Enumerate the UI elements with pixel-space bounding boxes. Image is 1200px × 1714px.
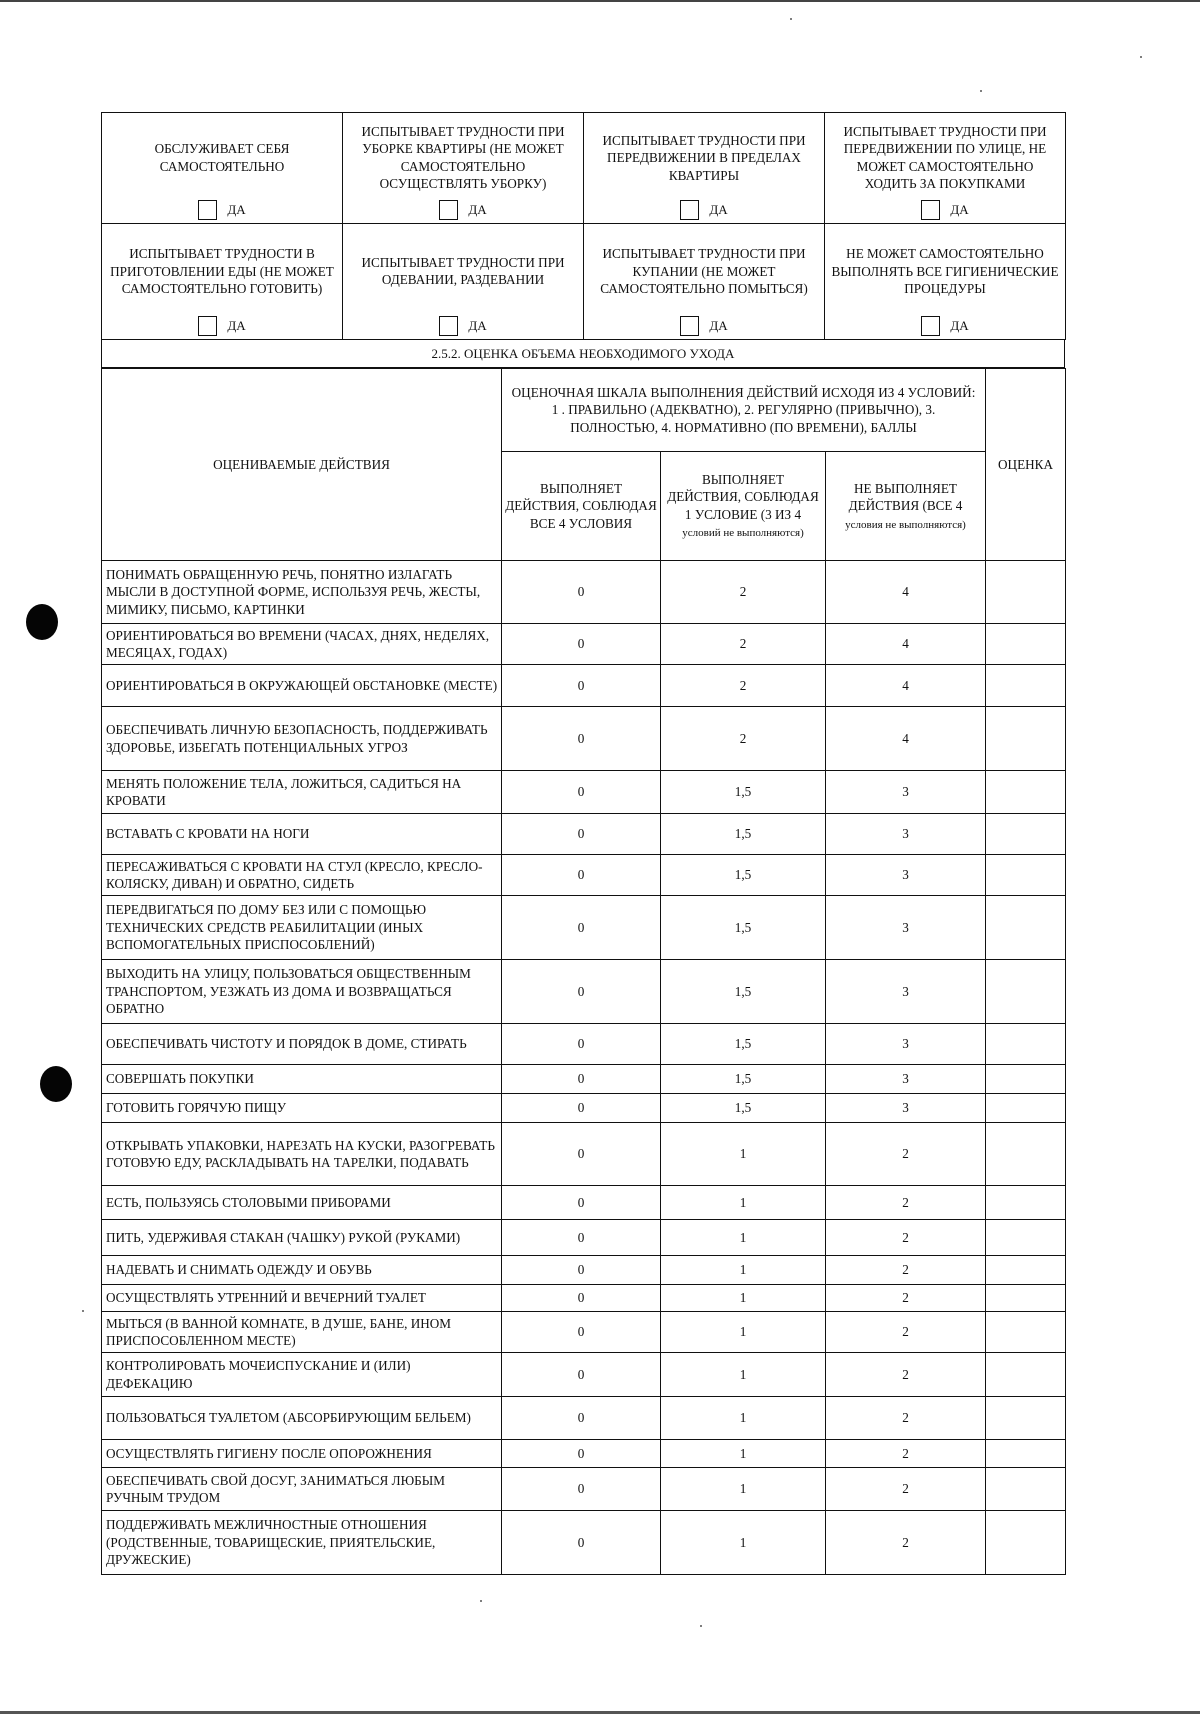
condition-cell-inner (108, 119, 336, 223)
header-scale: ОЦЕНОЧНАЯ ШКАЛА ВЫПОЛНЕНИЯ ДЕЙСТВИЙ ИСХОДЯ ИЗ 4 УСЛОВИЙ: 1 . ПРАВИЛЬНО (АДЕКВАТНО), 2. РЕГУЛЯРНО (ПРИВЫЧНО), 3. ПОЛНОСТЬЮ, 4. НОРМАТИВНО (ПО ВРЕМЕНИ), БАЛЛЫ (502, 369, 986, 452)
condition-checkbox-label: ДА (468, 318, 487, 334)
score-one-condition: 2 (661, 561, 826, 624)
condition-checkbox[interactable] (680, 200, 699, 220)
condition-checkbox[interactable] (680, 316, 699, 336)
score-no-conditions: 4 (826, 624, 986, 665)
condition-row (102, 113, 1066, 224)
score-all-conditions: 0 (502, 1312, 661, 1353)
header-col-no-conditions (826, 452, 986, 561)
score-one-condition: 1,5 (661, 771, 826, 814)
action-cell: ГОТОВИТЬ ГОРЯЧУЮ ПИЩУ (102, 1094, 502, 1123)
table-row (102, 624, 1066, 665)
condition-cell (825, 223, 1066, 339)
score-all-conditions: 0 (502, 771, 661, 814)
action-cell: СОВЕРШАТЬ ПОКУПКИ (102, 1065, 502, 1094)
grade-cell[interactable] (986, 814, 1066, 855)
table-row (102, 1123, 1066, 1186)
score-all-conditions: 0 (502, 1094, 661, 1123)
condition-checkbox-label: ДА (227, 318, 246, 334)
table-row (102, 1312, 1066, 1353)
grade-cell[interactable] (986, 665, 1066, 707)
action-cell: ВЫХОДИТЬ НА УЛИЦУ, ПОЛЬЗОВАТЬСЯ ОБЩЕСТВЕННЫМ ТРАНСПОРТОМ, УЕЗЖАТЬ ИЗ ДОМА И ВОЗВРАЩАТЬСЯ ОБРАТНО (102, 960, 502, 1024)
score-one-condition: 1,5 (661, 896, 826, 960)
condition-cell-inner (590, 119, 818, 223)
condition-checkbox-row[interactable] (108, 313, 336, 339)
condition-text: ИСПЫТЫВАЕТ ТРУДНОСТИ ПРИ КУПАНИИ (НЕ МОЖЕТ САМОСТОЯТЕЛЬНО ПОМЫТЬСЯ) (600, 246, 808, 297)
table-row (102, 814, 1066, 855)
condition-checkbox-label: ДА (950, 202, 969, 218)
score-one-condition: 2 (661, 624, 826, 665)
table-row (102, 855, 1066, 896)
score-no-conditions: 2 (826, 1440, 986, 1468)
care-assessment-table (101, 368, 1066, 1575)
score-one-condition: 1 (661, 1256, 826, 1285)
score-no-conditions: 2 (826, 1220, 986, 1256)
grade-cell[interactable] (986, 561, 1066, 624)
score-one-condition: 1 (661, 1353, 826, 1397)
table-row (102, 1220, 1066, 1256)
score-no-conditions: 2 (826, 1123, 986, 1186)
condition-cell (825, 113, 1066, 224)
condition-checkbox-label: ДА (468, 202, 487, 218)
score-all-conditions: 0 (502, 1397, 661, 1440)
score-all-conditions: 0 (502, 896, 661, 960)
condition-cell-inner (349, 230, 577, 339)
table-row (102, 1065, 1066, 1094)
score-all-conditions: 0 (502, 624, 661, 665)
condition-text: НЕ МОЖЕТ САМОСТОЯТЕЛЬНО ВЫПОЛНЯТЬ ВСЕ ГИГИЕНИЧЕСКИЕ ПРОЦЕДУРЫ (831, 246, 1059, 297)
scan-speck (1140, 56, 1142, 58)
scan-speck (480, 1600, 482, 1602)
grade-cell[interactable] (986, 1065, 1066, 1094)
condition-cell-inner (108, 230, 336, 339)
scan-speck (700, 1625, 702, 1627)
score-all-conditions: 0 (502, 1123, 661, 1186)
table-row (102, 896, 1066, 960)
grade-cell[interactable] (986, 1397, 1066, 1440)
condition-checkbox-row[interactable] (108, 197, 336, 223)
condition-checkbox-label: ДА (709, 318, 728, 334)
condition-cell (102, 223, 343, 339)
grade-cell[interactable] (986, 1186, 1066, 1220)
grade-cell[interactable] (986, 1440, 1066, 1468)
header-actions: ОЦЕНИВАЕМЫЕ ДЕЙСТВИЯ (102, 369, 502, 561)
score-one-condition: 1 (661, 1123, 826, 1186)
action-cell: ОРИЕНТИРОВАТЬСЯ ВО ВРЕМЕНИ (ЧАСАХ, ДНЯХ, НЕДЕЛЯХ, МЕСЯЦАХ, ГОДАХ) (102, 624, 502, 665)
score-no-conditions: 2 (826, 1468, 986, 1511)
grade-cell[interactable] (986, 1094, 1066, 1123)
header-col-none-note: условия не выполняются) (845, 518, 966, 531)
table-row (102, 1440, 1066, 1468)
score-no-conditions: 2 (826, 1285, 986, 1312)
condition-cell (584, 223, 825, 339)
grade-cell[interactable] (986, 1220, 1066, 1256)
table-row (102, 1285, 1066, 1312)
grade-cell[interactable] (986, 707, 1066, 771)
table-row (102, 1468, 1066, 1511)
action-cell: ПОЛЬЗОВАТЬСЯ ТУАЛЕТОМ (АБСОРБИРУЮЩИМ БЕЛЬЕМ) (102, 1397, 502, 1440)
score-one-condition: 1 (661, 1397, 826, 1440)
table-row (102, 960, 1066, 1024)
condition-text: ИСПЫТЫВАЕТ ТРУДНОСТИ ПРИ УБОРКЕ КВАРТИРЫ (НЕ МОЖЕТ САМОСТОЯТЕЛЬНО ОСУЩЕСТВЛЯТЬ УБОРКУ) (361, 123, 565, 192)
score-one-condition: 1,5 (661, 960, 826, 1024)
score-one-condition: 1,5 (661, 1094, 826, 1123)
score-no-conditions: 2 (826, 1397, 986, 1440)
score-all-conditions: 0 (502, 1353, 661, 1397)
score-all-conditions: 0 (502, 814, 661, 855)
action-cell: МЫТЬСЯ (В ВАННОЙ КОМНАТЕ, В ДУШЕ, БАНЕ, ИНОМ ПРИСПОСОБЛЕННОМ МЕСТЕ) (102, 1312, 502, 1353)
score-all-conditions: 0 (502, 665, 661, 707)
action-cell: ОРИЕНТИРОВАТЬСЯ В ОКРУЖАЮЩЕЙ ОБСТАНОВКЕ (МЕСТЕ) (102, 665, 502, 707)
scan-speck (980, 90, 982, 92)
condition-cell (343, 113, 584, 224)
header-col-one-main: ВЫПОЛНЯЕТ ДЕЙСТВИЯ, СОБЛЮДАЯ 1 УСЛОВИЕ (3 ИЗ 4 (667, 471, 819, 522)
table-row (102, 707, 1066, 771)
table-row (102, 1256, 1066, 1285)
condition-cell (343, 223, 584, 339)
score-all-conditions: 0 (502, 1220, 661, 1256)
score-no-conditions: 3 (826, 855, 986, 896)
condition-cell-inner (590, 230, 818, 339)
score-no-conditions: 3 (826, 1024, 986, 1065)
action-cell: ОБЕСПЕЧИВАТЬ СВОЙ ДОСУГ, ЗАНИМАТЬСЯ ЛЮБЫМ РУЧНЫМ ТРУДОМ (102, 1468, 502, 1511)
action-cell: ЕСТЬ, ПОЛЬЗУЯСЬ СТОЛОВЫМИ ПРИБОРАМИ (102, 1186, 502, 1220)
grade-cell[interactable] (986, 1285, 1066, 1312)
score-one-condition: 1 (661, 1511, 826, 1575)
table-row (102, 1353, 1066, 1397)
table-row (102, 1094, 1066, 1123)
score-no-conditions: 2 (826, 1511, 986, 1575)
table-row (102, 1511, 1066, 1575)
condition-checkbox-row[interactable] (590, 197, 818, 223)
table-row (102, 1024, 1066, 1065)
grade-cell[interactable] (986, 1353, 1066, 1397)
score-one-condition: 1 (661, 1186, 826, 1220)
score-no-conditions: 3 (826, 960, 986, 1024)
score-all-conditions: 0 (502, 1256, 661, 1285)
table-row (102, 771, 1066, 814)
grade-cell[interactable] (986, 896, 1066, 960)
action-cell: ПОНИМАТЬ ОБРАЩЕННУЮ РЕЧЬ, ПОНЯТНО ИЗЛАГАТЬ МЫСЛИ В ДОСТУПНОЙ ФОРМЕ, ИСПОЛЬЗУЯ РЕЧЬ, ЖЕСТЫ, МИМИКУ, ПИСЬМО, КАРТИНКИ (102, 561, 502, 624)
condition-checkbox-label: ДА (950, 318, 969, 334)
score-one-condition: 1 (661, 1468, 826, 1511)
condition-checkbox[interactable] (439, 200, 458, 220)
score-one-condition: 1 (661, 1220, 826, 1256)
action-cell: МЕНЯТЬ ПОЛОЖЕНИЕ ТЕЛА, ЛОЖИТЬСЯ, САДИТЬСЯ НА КРОВАТИ (102, 771, 502, 814)
score-no-conditions: 4 (826, 707, 986, 771)
scan-speck (82, 1310, 84, 1312)
condition-checkbox[interactable] (198, 200, 217, 220)
action-cell: ОСУЩЕСТВЛЯТЬ ГИГИЕНУ ПОСЛЕ ОПОРОЖНЕНИЯ (102, 1440, 502, 1468)
condition-cell-inner (349, 119, 577, 223)
score-all-conditions: 0 (502, 960, 661, 1024)
condition-checkbox[interactable] (921, 200, 940, 220)
condition-checkbox-row[interactable] (831, 313, 1059, 339)
condition-checkbox-row[interactable] (831, 197, 1059, 223)
condition-cell (102, 113, 343, 224)
score-one-condition: 1,5 (661, 855, 826, 896)
grade-cell[interactable] (986, 1468, 1066, 1511)
grade-cell[interactable] (986, 960, 1066, 1024)
score-no-conditions: 3 (826, 896, 986, 960)
grade-cell[interactable] (986, 1123, 1066, 1186)
score-no-conditions: 2 (826, 1256, 986, 1285)
score-one-condition: 2 (661, 665, 826, 707)
condition-checkbox-label: ДА (709, 202, 728, 218)
action-cell: ОБЕСПЕЧИВАТЬ ЧИСТОТУ И ПОРЯДОК В ДОМЕ, СТИРАТЬ (102, 1024, 502, 1065)
score-all-conditions: 0 (502, 1468, 661, 1511)
action-cell: ВСТАВАТЬ С КРОВАТИ НА НОГИ (102, 814, 502, 855)
condition-checkbox[interactable] (198, 316, 217, 336)
punch-hole-upper (26, 604, 58, 640)
scan-speck (790, 18, 792, 20)
scan-edge-top (0, 0, 1200, 2)
score-all-conditions: 0 (502, 1440, 661, 1468)
condition-text: ОБСЛУЖИВАЕТ СЕБЯ САМОСТОЯТЕЛЬНО (154, 141, 290, 174)
score-all-conditions: 0 (502, 1065, 661, 1094)
score-one-condition: 1,5 (661, 814, 826, 855)
table-row (102, 561, 1066, 624)
grade-cell[interactable] (986, 855, 1066, 896)
score-all-conditions: 0 (502, 561, 661, 624)
punch-hole-lower (40, 1066, 72, 1102)
score-no-conditions: 2 (826, 1186, 986, 1220)
grade-cell[interactable] (986, 624, 1066, 665)
score-one-condition: 1 (661, 1285, 826, 1312)
condition-checkbox-row[interactable] (590, 313, 818, 339)
grade-cell[interactable] (986, 1312, 1066, 1353)
score-all-conditions: 0 (502, 1511, 661, 1575)
header-col-none-main: НЕ ВЫПОЛНЯЕТ ДЕЙСТВИЯ (ВСЕ 4 (848, 480, 963, 513)
condition-text: ИСПЫТЫВАЕТ ТРУДНОСТИ В ПРИГОТОВЛЕНИИ ЕДЫ (НЕ МОЖЕТ САМОСТОЯТЕЛЬНО ГОТОВИТЬ) (110, 246, 334, 297)
score-one-condition: 1,5 (661, 1024, 826, 1065)
action-cell: ПОДДЕРЖИВАТЬ МЕЖЛИЧНОСТНЫЕ ОТНОШЕНИЯ (РОДСТВЕННЫЕ, ТОВАРИЩЕСКИЕ, ПРИЯТЕЛЬСКИЕ, ДРУЖЕСКИЕ) (102, 1511, 502, 1575)
score-no-conditions: 4 (826, 561, 986, 624)
table-row (102, 1397, 1066, 1440)
score-all-conditions: 0 (502, 707, 661, 771)
score-all-conditions: 0 (502, 1024, 661, 1065)
header-grade: ОЦЕНКА (986, 369, 1066, 561)
header-col-one-condition (661, 452, 826, 561)
condition-cell-inner (831, 230, 1059, 339)
condition-checkbox[interactable] (439, 316, 458, 336)
table-row (102, 1186, 1066, 1220)
score-no-conditions: 3 (826, 1065, 986, 1094)
condition-checkbox-row[interactable] (349, 313, 577, 339)
section-title: 2.5.2. ОЦЕНКА ОБЪЕМА НЕОБХОДИМОГО УХОДА (101, 340, 1065, 368)
condition-text: ИСПЫТЫВАЕТ ТРУДНОСТИ ПРИ ПЕРЕДВИЖЕНИИ В ПРЕДЕЛАХ КВАРТИРЫ (602, 132, 806, 183)
self-care-conditions-grid (101, 112, 1066, 340)
condition-cell-inner (831, 119, 1059, 223)
score-all-conditions: 0 (502, 1285, 661, 1312)
condition-text: ИСПЫТЫВАЕТ ТРУДНОСТИ ПРИ ПЕРЕДВИЖЕНИИ ПО УЛИЦЕ, НЕ МОЖЕТ САМОСТОЯТЕЛЬНО ХОДИТЬ ЗА ПОКУПКАМИ (843, 123, 1047, 192)
header-col-one-note: условий не выполняются) (682, 527, 804, 540)
grade-cell[interactable] (986, 1511, 1066, 1575)
condition-row (102, 223, 1066, 339)
score-one-condition: 1,5 (661, 1065, 826, 1094)
score-one-condition: 1 (661, 1312, 826, 1353)
action-cell: ПЕРЕДВИГАТЬСЯ ПО ДОМУ БЕЗ ИЛИ С ПОМОЩЬЮ ТЕХНИЧЕСКИХ СРЕДСТВ РЕАБИЛИТАЦИИ (ИНЫХ ВСПОМОГАТЕЛЬНЫХ ПРИСПОСОБЛЕНИЙ) (102, 896, 502, 960)
condition-checkbox[interactable] (921, 316, 940, 336)
score-no-conditions: 3 (826, 1094, 986, 1123)
grade-cell[interactable] (986, 1256, 1066, 1285)
header-col-all-conditions: ВЫПОЛНЯЕТ ДЕЙСТВИЯ, СОБЛЮДАЯ ВСЕ 4 УСЛОВИЯ (502, 452, 661, 561)
grade-cell[interactable] (986, 771, 1066, 814)
action-cell: ОСУЩЕСТВЛЯТЬ УТРЕННИЙ И ВЕЧЕРНИЙ ТУАЛЕТ (102, 1285, 502, 1312)
score-one-condition: 1 (661, 1440, 826, 1468)
score-all-conditions: 0 (502, 1186, 661, 1220)
score-no-conditions: 3 (826, 771, 986, 814)
score-no-conditions: 2 (826, 1353, 986, 1397)
action-cell: НАДЕВАТЬ И СНИМАТЬ ОДЕЖДУ И ОБУВЬ (102, 1256, 502, 1285)
score-no-conditions: 2 (826, 1312, 986, 1353)
condition-checkbox-label: ДА (227, 202, 246, 218)
score-all-conditions: 0 (502, 855, 661, 896)
table-row (102, 665, 1066, 707)
action-cell: КОНТРОЛИРОВАТЬ МОЧЕИСПУСКАНИЕ И (ИЛИ) ДЕФЕКАЦИЮ (102, 1353, 502, 1397)
condition-cell (584, 113, 825, 224)
score-one-condition: 2 (661, 707, 826, 771)
action-cell: ПИТЬ, УДЕРЖИВАЯ СТАКАН (ЧАШКУ) РУКОЙ (РУКАМИ) (102, 1220, 502, 1256)
action-cell: ОТКРЫВАТЬ УПАКОВКИ, НАРЕЗАТЬ НА КУСКИ, РАЗОГРЕВАТЬ ГОТОВУЮ ЕДУ, РАСКЛАДЫВАТЬ НА ТАРЕЛКИ, ПОДАВАТЬ (102, 1123, 502, 1186)
grade-cell[interactable] (986, 1024, 1066, 1065)
action-cell: ПЕРЕСАЖИВАТЬСЯ С КРОВАТИ НА СТУЛ (КРЕСЛО, КРЕСЛО-КОЛЯСКУ, ДИВАН) И ОБРАТНО, СИДЕТЬ (102, 855, 502, 896)
score-no-conditions: 4 (826, 665, 986, 707)
condition-text: ИСПЫТЫВАЕТ ТРУДНОСТИ ПРИ ОДЕВАНИИ, РАЗДЕВАНИИ (361, 254, 565, 288)
score-no-conditions: 3 (826, 814, 986, 855)
condition-checkbox-row[interactable] (349, 197, 577, 223)
action-cell: ОБЕСПЕЧИВАТЬ ЛИЧНУЮ БЕЗОПАСНОСТЬ, ПОДДЕРЖИВАТЬ ЗДОРОВЬЕ, ИЗБЕГАТЬ ПОТЕНЦИАЛЬНЫХ УГРОЗ (102, 707, 502, 771)
